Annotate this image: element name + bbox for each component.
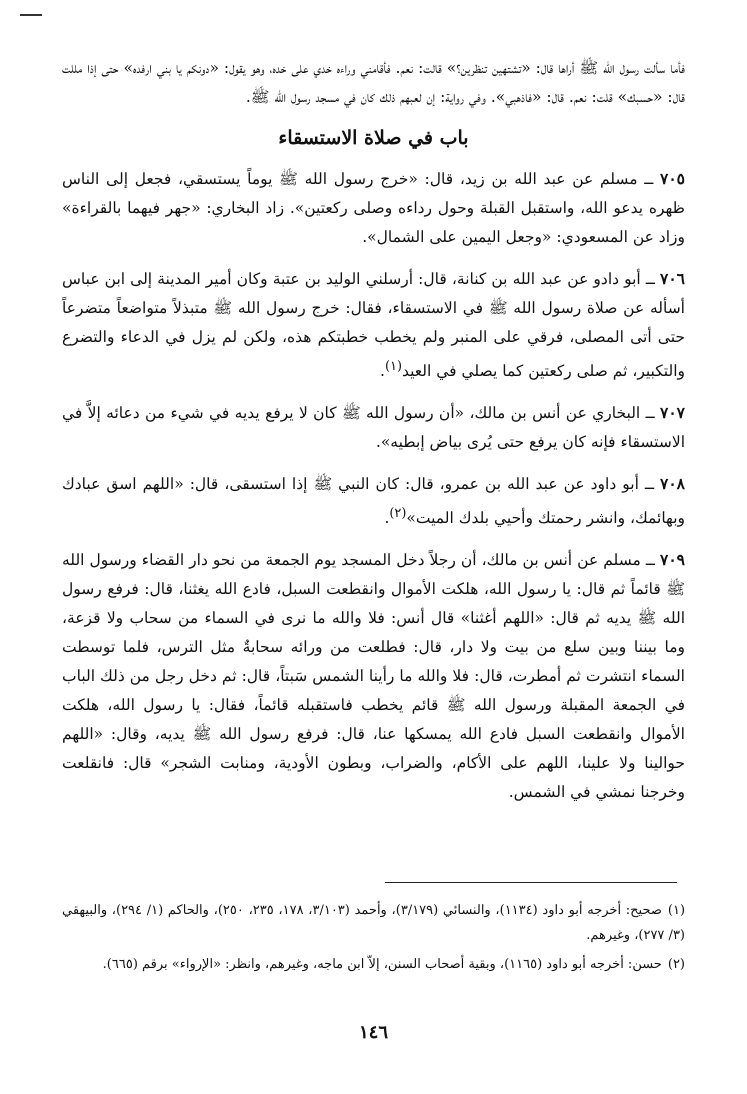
footnote-text: صحيح: أخرجه أبو داود (١١٣٤)، والنسائي (٣/١٧٩)، وأحمد (٣/١٠٣، ١٧٨، ٢٣٥، ٢٥٠)، والحاكم (١/ ٢٩٤)، والبيهقي (٣/ ٢٧٧)، وغيرهم. — [62, 903, 685, 943]
hadith-number: ٧٠٩ — [660, 550, 685, 570]
footnote-ref[interactable]: (٢) — [389, 506, 407, 522]
footnote-1 — [62, 898, 685, 948]
hadith-text: ــ مسلم عن عبد الله بن زيد، قال: «خرج رسول الله ﷺ يوماً يستسقي، فجعل إلى الناس ظهره يدعو الله، واستقبل القبلة وحول رداءه وصلى ركعتين». زاد البخاري: «جهر فيهما بالقراءة» وزاد عن المسعودي: «وجعل اليمين على الشمال». — [62, 170, 685, 246]
corner-mark — [20, 14, 42, 16]
hadith-number: ٧٠٦ — [660, 269, 685, 288]
chapter-heading: باب في صلاة الاستسقاء — [278, 127, 469, 149]
hadith-number: ٧٠٨ — [660, 474, 685, 494]
footnote-number: (٢) — [667, 957, 685, 972]
hadith-text: ــ أبو داود عن عبد الله بن عمرو، قال: كان النبي ﷺ إذا استسقى، قال: «اللهم اسق عبادك وبهائمك، وانشر رحمتك وأحيي بلدك الميت» — [62, 475, 685, 528]
hadith-number: ٧٠٧ — [660, 403, 685, 423]
page-number: ١٤٦ — [358, 1022, 388, 1043]
footnote-number: (١) — [667, 903, 686, 918]
hadith-708 — [62, 469, 685, 533]
hadith-text: ــ مسلم عن أنس بن مالك، أن رجلاً دخل المسجد يوم الجمعة من نحو دار القضاء ورسول الله ﷺ قائماً ثم قال: يا رسول الله، هلكت الأموال وانقطعت السبل، فادع الله يغثنا، قال: فرفع رسول الله ﷺ يديه ثم قال: «اللهم أغثنا» قال أنس: فلا والله ما نرى في السماء من سحاب ولا قزعة، وما بيننا وبين سلع من بيت ولا دار، قال: فطلعت من ورائه سحابةٌ مثل الترس، فلما توسطت السماء انتشرت ثم أمطرت، قال: فلا والله ما رأينا الشمس سَبتاً، قال: ثم دخل رجل من ذلك الباب في الجمعة المقبلة ورسول الله ﷺ قائم يخطب فاستقبله قائماً، فقال: يا رسول الله، هلكت الأموال وانقطعت السبل فادع الله يمسكها عنا، قال: فرفع رسول الله ﷺ يديه، وقال: «اللهم حوالينا ولا علينا، اللهم على الأكام، والضراب، وبطون الأودية، ومنابت الشجر» قال: فانقلعت وخرجنا نمشي في الشمس. — [62, 551, 685, 802]
intro-paragraph: فأما سألت رسول الله ﷺ أراها قال: «تشتهين تنظرين؟» قالت: نعم. فأقامني وراءه خدي على خده، وهو يقول: «دونكم يا بني ارفده» حتى إذا مللت قال: «حسبك» قلت: نعم. قال: «فاذهبي». وفي رواية: إن لعبهم ذلك كان في مسجد رسول الله ﷺ. — [62, 59, 685, 106]
hadith-705 — [62, 164, 685, 252]
hadith-text: ــ البخاري عن أنس بن مالك، «أن رسول الله ﷺ كان لا يرفع يديه في شيء من دعائه إلاَّ في الاستسقاء فإنه كان يرفع حتى يُرى بياض إبطيه». — [62, 404, 685, 452]
hadith-706: ٧٠٦ ــ أبو دادو عن عبد الله بن كنانة، قال: أرسلني الوليد بن عتبة وكان أمير المدينة إلى ابن عباس أسأله عن صلاة رسول الله ﷺ في الاستسقاء، فقال: خرج رسول الله ﷺ متبذلاً متواضعاً متضرعاً حتى أتى المصلى، فرقي على المنبر ولم يخطب خطبتكم هذه، ولكن لم يزل في الدعاء والتضرع والتكبير، ثم صلى ركعتين كما يصلي في العيد$^{(١)}$. — [62, 269, 685, 381]
hadith-text: ــ أبو دادو عن عبد الله بن كنانة، قال: أرسلني الوليد بن عتبة وكان أمير المدينة إلى ابن عباس أسأله عن صلاة رسول الله ﷺ في الاستسقاء، فقال: خرج رسول الله ﷺ متبذلاً متواضعاً متضرعاً حتى أتى المصلى، فرقي على المنبر ولم يخطب خطبتكم هذه، ولكن لم يزل في الدعاء والتضرع والتكبير، ثم صلى ركعتين كما يصلي في العيد — [62, 270, 685, 381]
footnote-text: حسن: أخرجه أبو داود (١١٦٥)، وبقية أصحاب السنن، إلاّ ابن ماجه، وغيرهم، وانظر: «الإرواء» برقم (٦٦٥). — [102, 957, 662, 972]
hadith-number: ٧٠٥ — [660, 169, 685, 188]
hadith-707 — [62, 398, 685, 457]
hadith-709 — [62, 545, 685, 807]
main-text — [62, 54, 685, 807]
footnote-2 — [62, 952, 685, 977]
hadith-tail: . — [384, 509, 390, 528]
footnote-ref[interactable]: (١) — [384, 359, 402, 374]
footnote-separator — [385, 882, 677, 883]
footnotes — [62, 898, 685, 981]
